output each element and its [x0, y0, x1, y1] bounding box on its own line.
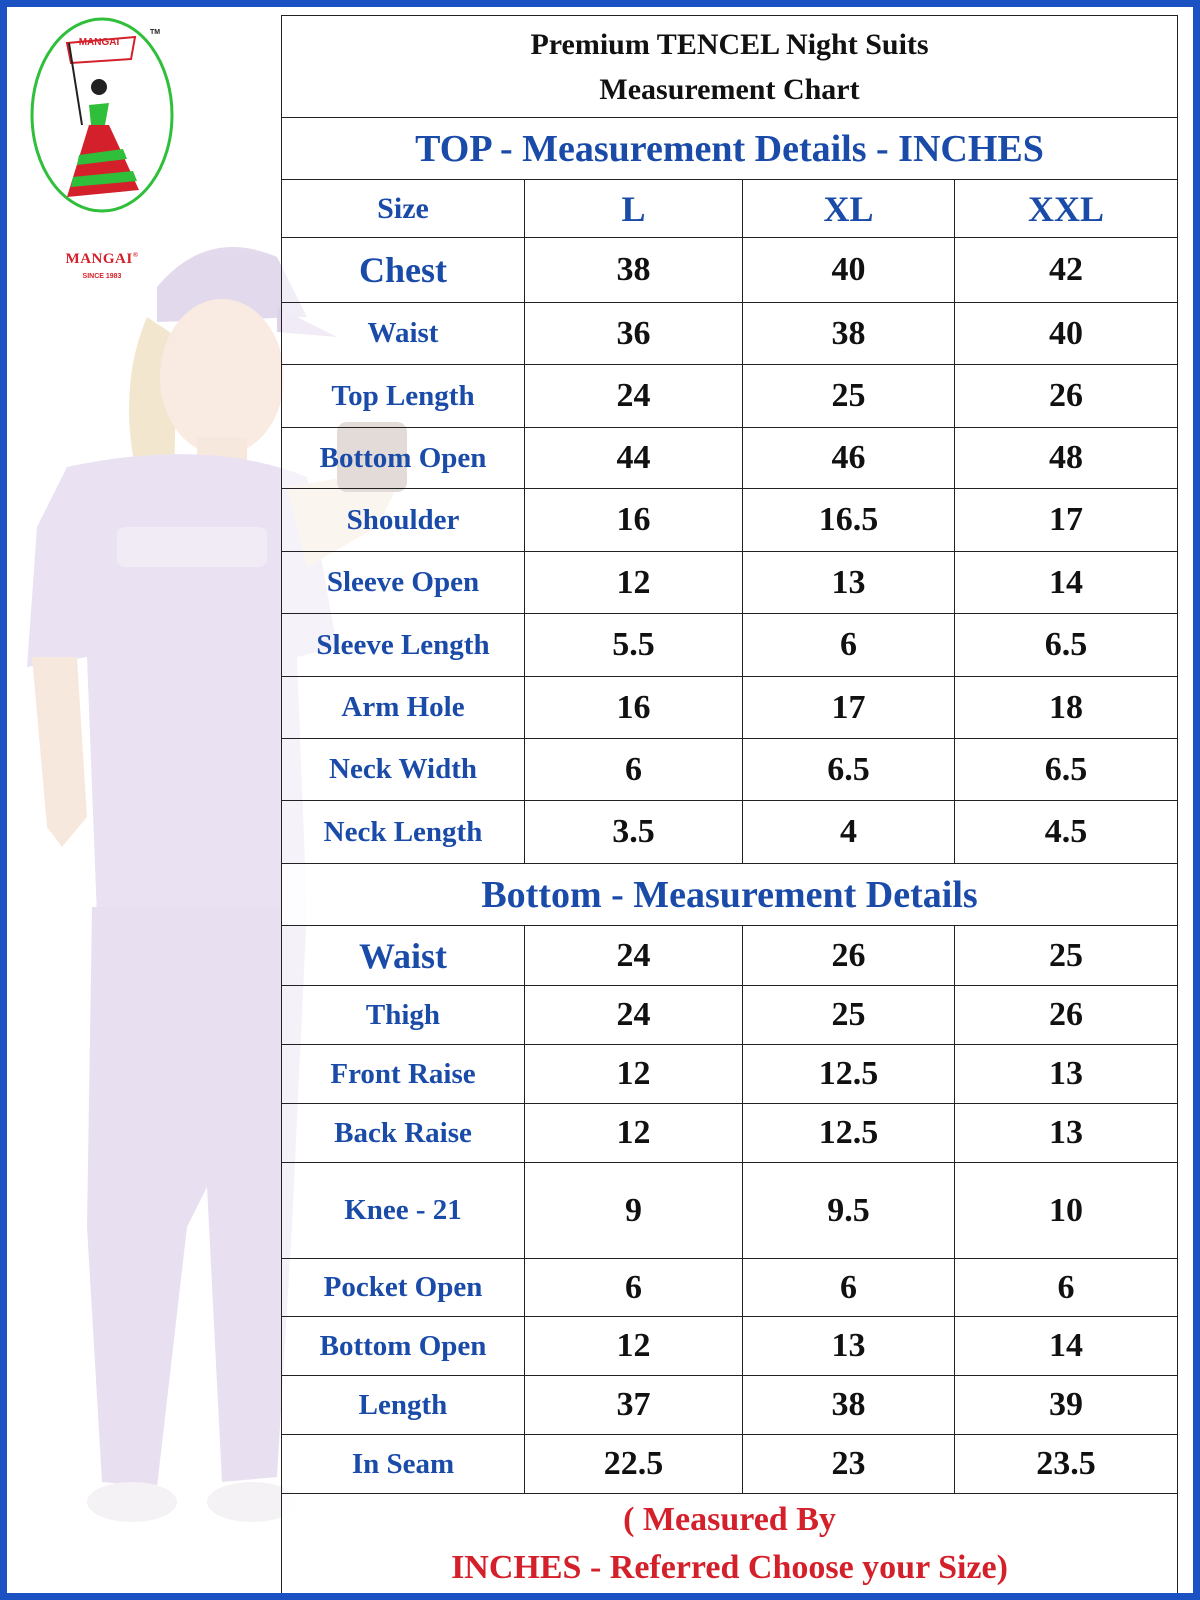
row-value: 6 — [743, 614, 955, 677]
logo-trademark: TM — [150, 29, 161, 36]
row-value: 40 — [743, 238, 955, 303]
size-header-l: L — [525, 180, 743, 238]
row-value: 26 — [743, 926, 955, 986]
table-row — [282, 1376, 1178, 1435]
row-value: 36 — [525, 303, 743, 365]
table-row — [282, 365, 1178, 428]
measurement-table — [281, 15, 1178, 1594]
row-value: 5.5 — [525, 614, 743, 677]
row-label: Bottom Open — [282, 1317, 525, 1376]
row-label: Arm Hole — [282, 677, 525, 739]
table-row — [282, 926, 1178, 986]
row-value: 4.5 — [955, 801, 1178, 864]
table-row — [282, 552, 1178, 614]
row-value: 25 — [743, 986, 955, 1045]
row-value: 6 — [525, 739, 743, 801]
row-value: 13 — [955, 1104, 1178, 1163]
row-value: 25 — [743, 365, 955, 428]
row-value: 16 — [525, 489, 743, 552]
row-label: Chest — [282, 238, 525, 303]
row-value: 6 — [743, 1259, 955, 1317]
row-value: 6 — [525, 1259, 743, 1317]
row-value: 44 — [525, 428, 743, 489]
row-value: 9 — [525, 1163, 743, 1259]
table-row — [282, 801, 1178, 864]
table-row — [282, 1045, 1178, 1104]
row-label: Knee - 21 — [282, 1163, 525, 1259]
row-label: Top Length — [282, 365, 525, 428]
row-value: 48 — [955, 428, 1178, 489]
table-row — [282, 1104, 1178, 1163]
row-value: 14 — [955, 552, 1178, 614]
row-label: Length — [282, 1376, 525, 1435]
table-row — [282, 1163, 1178, 1259]
row-value: 39 — [955, 1376, 1178, 1435]
row-value: 16.5 — [743, 489, 955, 552]
chart-title — [282, 16, 1178, 118]
row-value: 24 — [525, 986, 743, 1045]
table-row — [282, 1317, 1178, 1376]
row-value: 4 — [743, 801, 955, 864]
row-value: 6.5 — [955, 614, 1178, 677]
row-value: 9.5 — [743, 1163, 955, 1259]
row-value: 3.5 — [525, 801, 743, 864]
table-row — [282, 739, 1178, 801]
note-line1: ( Measured By — [623, 1500, 836, 1538]
table-row — [282, 677, 1178, 739]
logo-since-text: SINCE 1983 — [82, 273, 122, 280]
row-value: 24 — [525, 365, 743, 428]
row-value: 12.5 — [743, 1104, 955, 1163]
row-value: 40 — [955, 303, 1178, 365]
row-value: 12 — [525, 552, 743, 614]
row-value: 23 — [743, 1435, 955, 1494]
row-value: 38 — [525, 238, 743, 303]
row-value: 42 — [955, 238, 1178, 303]
top-section-title: TOP - Measurement Details - INCHES — [282, 118, 1178, 180]
size-header: Size — [282, 180, 525, 238]
table-row — [282, 238, 1178, 303]
row-value: 24 — [525, 926, 743, 986]
row-value: 12 — [525, 1104, 743, 1163]
row-label: Sleeve Open — [282, 552, 525, 614]
row-value: 17 — [955, 489, 1178, 552]
measurement-note — [282, 1494, 1178, 1594]
row-value: 23.5 — [955, 1435, 1178, 1494]
row-value: 13 — [743, 552, 955, 614]
row-value: 16 — [525, 677, 743, 739]
row-label: Bottom Open — [282, 428, 525, 489]
row-value: 12 — [525, 1045, 743, 1104]
size-header-xxl: XXL — [955, 180, 1178, 238]
row-value: 26 — [955, 365, 1178, 428]
chart-title-line1: Premium TENCEL Night Suits — [530, 27, 929, 61]
row-value: 12.5 — [743, 1045, 955, 1104]
row-value: 37 — [525, 1376, 743, 1435]
row-value: 10 — [955, 1163, 1178, 1259]
row-value: 25 — [955, 926, 1178, 986]
logo-brand-text: MANGAI® — [65, 251, 139, 267]
row-value: 18 — [955, 677, 1178, 739]
row-label: Sleeve Length — [282, 614, 525, 677]
row-label: Neck Width — [282, 739, 525, 801]
row-label: Thigh — [282, 986, 525, 1045]
chart-title-line2: Measurement Chart — [599, 72, 860, 106]
table-row — [282, 986, 1178, 1045]
size-header-xl: XL — [743, 180, 955, 238]
row-value: 38 — [743, 303, 955, 365]
table-row — [282, 303, 1178, 365]
row-value: 26 — [955, 986, 1178, 1045]
row-label: Pocket Open — [282, 1259, 525, 1317]
row-label: Shoulder — [282, 489, 525, 552]
row-value: 12 — [525, 1317, 743, 1376]
note-line2: INCHES - Referred Choose your Size) — [451, 1548, 1008, 1586]
bottom-section-title: Bottom - Measurement Details — [282, 864, 1178, 926]
row-value: 6.5 — [743, 739, 955, 801]
row-value: 13 — [743, 1317, 955, 1376]
row-label: Front Raise — [282, 1045, 525, 1104]
row-value: 6 — [955, 1259, 1178, 1317]
row-value: 14 — [955, 1317, 1178, 1376]
row-value: 6.5 — [955, 739, 1178, 801]
table-row — [282, 614, 1178, 677]
row-value: 38 — [743, 1376, 955, 1435]
table-row — [282, 428, 1178, 489]
table-row — [282, 1259, 1178, 1317]
row-label: Neck Length — [282, 801, 525, 864]
row-label: Waist — [282, 926, 525, 986]
logo-flag-text: MANGAI — [78, 37, 120, 48]
table-row — [282, 489, 1178, 552]
table-row — [282, 1435, 1178, 1494]
row-label: Waist — [282, 303, 525, 365]
row-value: 13 — [955, 1045, 1178, 1104]
row-value: 46 — [743, 428, 955, 489]
row-label: In Seam — [282, 1435, 525, 1494]
row-value: 22.5 — [525, 1435, 743, 1494]
row-value: 17 — [743, 677, 955, 739]
row-label: Back Raise — [282, 1104, 525, 1163]
